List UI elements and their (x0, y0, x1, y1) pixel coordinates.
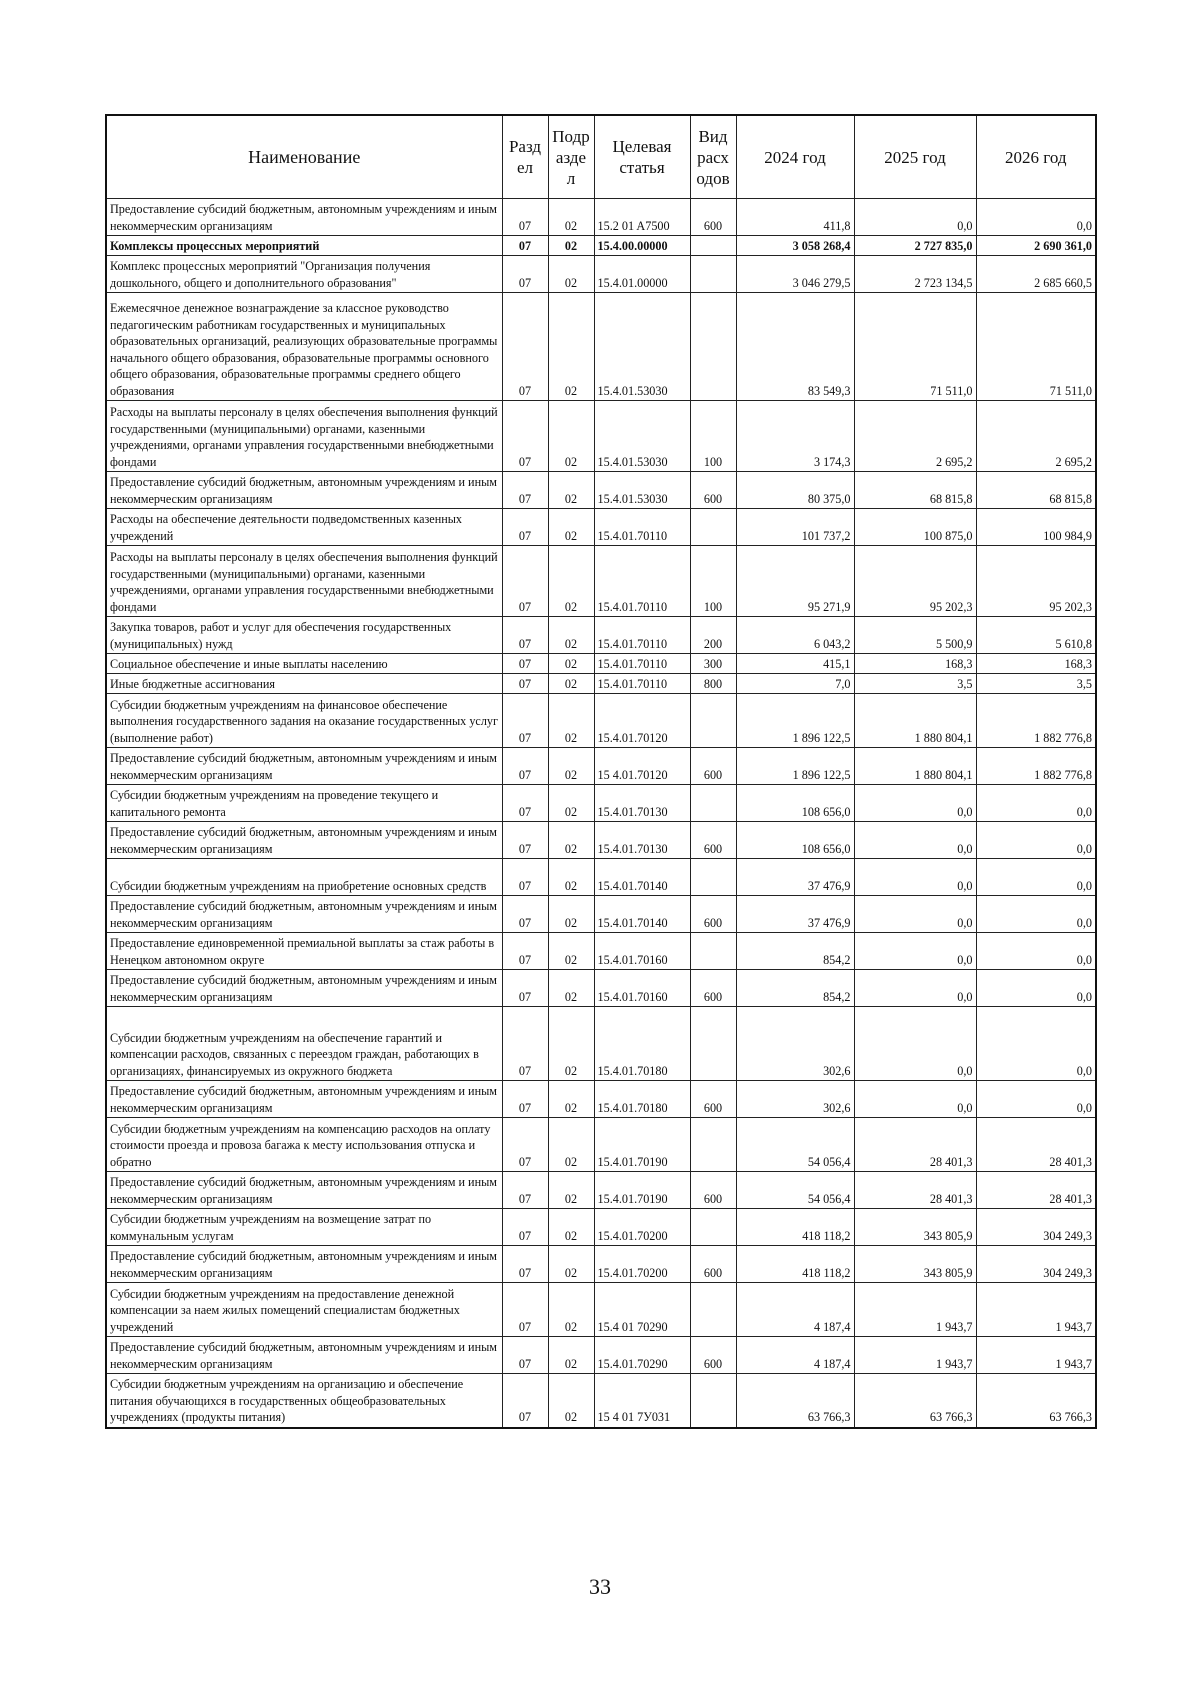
cell-name: Комплекс процессных мероприятий "Организация получения дошкольного, общего и дополнительного образования" (106, 256, 502, 293)
cell-tselevaya-statya: 15.4.01.70200 (594, 1209, 690, 1246)
table-row (106, 785, 1096, 822)
table-row (106, 1209, 1096, 1246)
cell-year-2024: 3 058 268,4 (736, 236, 854, 256)
cell-vid-raskhodov (690, 293, 736, 401)
cell-vid-raskhodov (690, 933, 736, 970)
cell-vid-raskhodov (690, 1209, 736, 1246)
cell-tselevaya-statya: 15.4.01.70160 (594, 970, 690, 1007)
cell-razdel: 07 (502, 1007, 548, 1081)
cell-podrazdel: 02 (548, 748, 594, 785)
cell-year-2026: 0,0 (976, 859, 1096, 896)
cell-year-2025: 68 815,8 (854, 472, 976, 509)
cell-razdel: 07 (502, 1374, 548, 1428)
cell-year-2026: 1 943,7 (976, 1283, 1096, 1337)
cell-year-2024: 108 656,0 (736, 785, 854, 822)
cell-vid-raskhodov: 600 (690, 822, 736, 859)
cell-year-2025: 28 401,3 (854, 1118, 976, 1172)
cell-name: Предоставление субсидий бюджетным, автономным учреждениям и иным некоммерческим организациям (106, 748, 502, 785)
cell-razdel: 07 (502, 654, 548, 674)
table-row (106, 1007, 1096, 1081)
cell-podrazdel: 02 (548, 896, 594, 933)
cell-podrazdel: 02 (548, 1118, 594, 1172)
table-row (106, 1081, 1096, 1118)
cell-name: Расходы на выплаты персоналу в целях обеспечения выполнения функций государственными (муниципальными) органами, казенными учреждениями, органами управления государственными внебюджетными фондами (106, 401, 502, 472)
cell-vid-raskhodov: 100 (690, 546, 736, 617)
cell-podrazdel: 02 (548, 1283, 594, 1337)
cell-razdel: 07 (502, 509, 548, 546)
cell-year-2024: 415,1 (736, 654, 854, 674)
cell-year-2026: 0,0 (976, 785, 1096, 822)
cell-year-2026: 304 249,3 (976, 1209, 1096, 1246)
cell-vid-raskhodov: 600 (690, 970, 736, 1007)
cell-vid-raskhodov (690, 1374, 736, 1428)
cell-podrazdel: 02 (548, 970, 594, 1007)
cell-year-2024: 83 549,3 (736, 293, 854, 401)
cell-tselevaya-statya: 15 4 01 7У031 (594, 1374, 690, 1428)
header-year-2026: 2026 год (976, 115, 1096, 199)
cell-year-2025: 0,0 (854, 859, 976, 896)
table-row (106, 293, 1096, 401)
cell-podrazdel: 02 (548, 654, 594, 674)
cell-tselevaya-statya: 15.2 01 A7500 (594, 199, 690, 236)
cell-year-2024: 854,2 (736, 933, 854, 970)
cell-tselevaya-statya: 15.4.01.70180 (594, 1081, 690, 1118)
table-row (106, 933, 1096, 970)
table-row (106, 472, 1096, 509)
cell-name: Предоставление субсидий бюджетным, автономным учреждениям и иным некоммерческим организациям (106, 199, 502, 236)
cell-name: Предоставление субсидий бюджетным, автономным учреждениям и иным некоммерческим организациям (106, 822, 502, 859)
cell-vid-raskhodov: 100 (690, 401, 736, 472)
cell-year-2025: 343 805,9 (854, 1246, 976, 1283)
cell-tselevaya-statya: 15.4.01.70200 (594, 1246, 690, 1283)
cell-tselevaya-statya: 15.4.00.00000 (594, 236, 690, 256)
cell-year-2024: 302,6 (736, 1081, 854, 1118)
cell-razdel: 07 (502, 401, 548, 472)
cell-vid-raskhodov: 200 (690, 617, 736, 654)
table-row (106, 859, 1096, 896)
cell-year-2024: 418 118,2 (736, 1246, 854, 1283)
cell-year-2024: 80 375,0 (736, 472, 854, 509)
cell-tselevaya-statya: 15 4.01.70120 (594, 748, 690, 785)
cell-year-2024: 37 476,9 (736, 896, 854, 933)
cell-razdel: 07 (502, 1118, 548, 1172)
cell-year-2024: 7,0 (736, 674, 854, 694)
cell-razdel: 07 (502, 617, 548, 654)
cell-year-2024: 411,8 (736, 199, 854, 236)
table-row (106, 509, 1096, 546)
table-row (106, 256, 1096, 293)
cell-vid-raskhodov: 600 (690, 472, 736, 509)
cell-year-2025: 1 880 804,1 (854, 694, 976, 748)
cell-name: Предоставление субсидий бюджетным, автономным учреждениям и иным некоммерческим организациям (106, 1337, 502, 1374)
cell-year-2025: 1 943,7 (854, 1283, 976, 1337)
cell-year-2026: 28 401,3 (976, 1172, 1096, 1209)
cell-year-2024: 54 056,4 (736, 1118, 854, 1172)
cell-year-2026: 0,0 (976, 1007, 1096, 1081)
table-body (106, 199, 1096, 1428)
cell-name: Иные бюджетные ассигнования (106, 674, 502, 694)
cell-tselevaya-statya: 15.4.01.70190 (594, 1118, 690, 1172)
cell-razdel: 07 (502, 472, 548, 509)
cell-tselevaya-statya: 15.4.01.70110 (594, 674, 690, 694)
cell-podrazdel: 02 (548, 822, 594, 859)
table-row (106, 748, 1096, 785)
cell-podrazdel: 02 (548, 199, 594, 236)
cell-razdel: 07 (502, 785, 548, 822)
cell-razdel: 07 (502, 674, 548, 694)
cell-podrazdel: 02 (548, 293, 594, 401)
cell-podrazdel: 02 (548, 1007, 594, 1081)
cell-tselevaya-statya: 15.4.01.70140 (594, 859, 690, 896)
header-razdel: Разд ел (502, 115, 548, 199)
cell-year-2025: 0,0 (854, 1007, 976, 1081)
cell-year-2026: 0,0 (976, 1081, 1096, 1118)
cell-podrazdel: 02 (548, 694, 594, 748)
header-podrazdel: Подр азде л (548, 115, 594, 199)
cell-name: Субсидии бюджетным учреждениям на обеспечение гарантий и компенсации расходов, связанных с переездом граждан, работающих в организациях, финансируемых из окружного бюджета (106, 1007, 502, 1081)
cell-name: Социальное обеспечение и иные выплаты населению (106, 654, 502, 674)
cell-year-2024: 854,2 (736, 970, 854, 1007)
table-row (106, 970, 1096, 1007)
cell-tselevaya-statya: 15.4.01.70120 (594, 694, 690, 748)
table-row (106, 1283, 1096, 1337)
cell-year-2025: 1 943,7 (854, 1337, 976, 1374)
cell-year-2026: 68 815,8 (976, 472, 1096, 509)
table-row (106, 617, 1096, 654)
cell-tselevaya-statya: 15.4.01.70110 (594, 654, 690, 674)
cell-razdel: 07 (502, 822, 548, 859)
cell-name: Предоставление субсидий бюджетным, автономным учреждениям и иным некоммерческим организациям (106, 970, 502, 1007)
cell-podrazdel: 02 (548, 546, 594, 617)
cell-razdel: 07 (502, 1172, 548, 1209)
cell-vid-raskhodov: 600 (690, 1337, 736, 1374)
cell-year-2024: 95 271,9 (736, 546, 854, 617)
cell-year-2025: 0,0 (854, 970, 976, 1007)
cell-podrazdel: 02 (548, 1337, 594, 1374)
cell-tselevaya-statya: 15.4.01.53030 (594, 293, 690, 401)
header-year-2025: 2025 год (854, 115, 976, 199)
cell-year-2024: 6 043,2 (736, 617, 854, 654)
cell-year-2025: 28 401,3 (854, 1172, 976, 1209)
cell-razdel: 07 (502, 896, 548, 933)
table-row (106, 199, 1096, 236)
cell-razdel: 07 (502, 1209, 548, 1246)
cell-year-2024: 54 056,4 (736, 1172, 854, 1209)
header-year-2024: 2024 год (736, 115, 854, 199)
cell-year-2025: 2 695,2 (854, 401, 976, 472)
cell-year-2026: 1 882 776,8 (976, 694, 1096, 748)
cell-year-2026: 5 610,8 (976, 617, 1096, 654)
cell-year-2026: 0,0 (976, 933, 1096, 970)
cell-year-2026: 0,0 (976, 199, 1096, 236)
cell-year-2024: 1 896 122,5 (736, 748, 854, 785)
cell-year-2025: 0,0 (854, 1081, 976, 1118)
header-tselevaya-statya: Целевая статья (594, 115, 690, 199)
cell-year-2024: 63 766,3 (736, 1374, 854, 1428)
cell-vid-raskhodov (690, 1007, 736, 1081)
cell-year-2025: 0,0 (854, 933, 976, 970)
cell-name: Предоставление единовременной премиальной выплаты за стаж работы в Ненецком автономном округе (106, 933, 502, 970)
cell-year-2024: 3 174,3 (736, 401, 854, 472)
cell-podrazdel: 02 (548, 401, 594, 472)
cell-year-2024: 101 737,2 (736, 509, 854, 546)
cell-vid-raskhodov: 800 (690, 674, 736, 694)
cell-vid-raskhodov (690, 1283, 736, 1337)
cell-podrazdel: 02 (548, 236, 594, 256)
cell-name: Субсидии бюджетным учреждениям на финансовое обеспечение выполнения государственного задания на оказание государственных услуг (выполнение работ) (106, 694, 502, 748)
table-header (106, 115, 1096, 199)
cell-name: Предоставление субсидий бюджетным, автономным учреждениям и иным некоммерческим организациям (106, 896, 502, 933)
table-row (106, 654, 1096, 674)
cell-vid-raskhodov: 600 (690, 1246, 736, 1283)
cell-razdel: 07 (502, 256, 548, 293)
cell-name: Субсидии бюджетным учреждениям на приобретение основных средств (106, 859, 502, 896)
cell-year-2026: 2 685 660,5 (976, 256, 1096, 293)
cell-tselevaya-statya: 15.4.01.70130 (594, 785, 690, 822)
cell-tselevaya-statya: 15.4.01.53030 (594, 401, 690, 472)
cell-vid-raskhodov (690, 785, 736, 822)
table-row (106, 1172, 1096, 1209)
cell-vid-raskhodov (690, 694, 736, 748)
cell-year-2026: 1 943,7 (976, 1337, 1096, 1374)
cell-year-2025: 0,0 (854, 199, 976, 236)
cell-name: Расходы на выплаты персоналу в целях обеспечения выполнения функций государственными (муниципальными) органами, казенными учреждениями, органами управления государственными внебюджетными фондами (106, 546, 502, 617)
cell-razdel: 07 (502, 859, 548, 896)
cell-vid-raskhodov: 300 (690, 654, 736, 674)
cell-podrazdel: 02 (548, 1246, 594, 1283)
cell-year-2026: 95 202,3 (976, 546, 1096, 617)
cell-podrazdel: 02 (548, 785, 594, 822)
cell-name: Предоставление субсидий бюджетным, автономным учреждениям и иным некоммерческим организациям (106, 472, 502, 509)
cell-tselevaya-statya: 15.4.01.53030 (594, 472, 690, 509)
cell-year-2026: 1 882 776,8 (976, 748, 1096, 785)
cell-year-2025: 168,3 (854, 654, 976, 674)
cell-vid-raskhodov: 600 (690, 748, 736, 785)
cell-year-2025: 0,0 (854, 896, 976, 933)
cell-razdel: 07 (502, 748, 548, 785)
header-vid-raskhodov: Вид расх одов (690, 115, 736, 199)
cell-tselevaya-statya: 15.4.01.70190 (594, 1172, 690, 1209)
cell-razdel: 07 (502, 933, 548, 970)
cell-year-2025: 343 805,9 (854, 1209, 976, 1246)
table-row (106, 546, 1096, 617)
cell-year-2025: 3,5 (854, 674, 976, 694)
cell-year-2025: 0,0 (854, 785, 976, 822)
cell-vid-raskhodov: 600 (690, 199, 736, 236)
table-row (106, 1374, 1096, 1428)
cell-tselevaya-statya: 15.4.01.70130 (594, 822, 690, 859)
cell-year-2026: 0,0 (976, 970, 1096, 1007)
cell-tselevaya-statya: 15.4.01.70110 (594, 617, 690, 654)
cell-name: Субсидии бюджетным учреждениям на организацию и обеспечение питания обучающихся в государственных общеобразовательных учреждениях (продукты питания) (106, 1374, 502, 1428)
cell-name: Ежемесячное денежное вознаграждение за классное руководство педагогическим работникам государственных и муниципальных образовательных организаций, реализующих образовательные программы начального общего образования, образовательные программы основного общего образования, образовательные программы среднего общего образования (106, 293, 502, 401)
cell-year-2025: 1 880 804,1 (854, 748, 976, 785)
cell-year-2026: 3,5 (976, 674, 1096, 694)
header-name: Наименование (106, 115, 502, 199)
cell-year-2026: 71 511,0 (976, 293, 1096, 401)
table-row (106, 694, 1096, 748)
cell-razdel: 07 (502, 1081, 548, 1118)
cell-vid-raskhodov (690, 1118, 736, 1172)
cell-podrazdel: 02 (548, 1374, 594, 1428)
cell-year-2025: 0,0 (854, 822, 976, 859)
cell-year-2025: 2 723 134,5 (854, 256, 976, 293)
cell-podrazdel: 02 (548, 617, 594, 654)
table-row (106, 1118, 1096, 1172)
cell-name: Субсидии бюджетным учреждениям на проведение текущего и капитального ремонта (106, 785, 502, 822)
cell-vid-raskhodov (690, 236, 736, 256)
cell-name: Предоставление субсидий бюджетным, автономным учреждениям и иным некоммерческим организациям (106, 1246, 502, 1283)
cell-tselevaya-statya: 15.4.01.70110 (594, 546, 690, 617)
cell-razdel: 07 (502, 1337, 548, 1374)
table-row (106, 896, 1096, 933)
cell-tselevaya-statya: 15.4.01.70110 (594, 509, 690, 546)
cell-razdel: 07 (502, 199, 548, 236)
cell-tselevaya-statya: 15.4 01 70290 (594, 1283, 690, 1337)
cell-vid-raskhodov: 600 (690, 1081, 736, 1118)
budget-table (105, 114, 1097, 1429)
cell-year-2024: 4 187,4 (736, 1283, 854, 1337)
cell-podrazdel: 02 (548, 674, 594, 694)
cell-podrazdel: 02 (548, 933, 594, 970)
table-row (106, 236, 1096, 256)
cell-year-2024: 1 896 122,5 (736, 694, 854, 748)
cell-name: Комплексы процессных мероприятий (106, 236, 502, 256)
cell-razdel: 07 (502, 1246, 548, 1283)
cell-podrazdel: 02 (548, 509, 594, 546)
cell-podrazdel: 02 (548, 472, 594, 509)
cell-podrazdel: 02 (548, 1081, 594, 1118)
cell-podrazdel: 02 (548, 859, 594, 896)
cell-year-2025: 5 500,9 (854, 617, 976, 654)
cell-tselevaya-statya: 15.4.01.70290 (594, 1337, 690, 1374)
cell-year-2024: 4 187,4 (736, 1337, 854, 1374)
cell-name: Расходы на обеспечение деятельности подведомственных казенных учреждений (106, 509, 502, 546)
cell-tselevaya-statya: 15.4.01.70160 (594, 933, 690, 970)
table-row (106, 1337, 1096, 1374)
cell-year-2026: 2 695,2 (976, 401, 1096, 472)
cell-vid-raskhodov: 600 (690, 1172, 736, 1209)
cell-name: Субсидии бюджетным учреждениям на предоставление денежной компенсации за наем жилых помещений специалистам бюджетных учреждений (106, 1283, 502, 1337)
cell-year-2026: 0,0 (976, 822, 1096, 859)
cell-vid-raskhodov (690, 859, 736, 896)
cell-tselevaya-statya: 15.4.01.00000 (594, 256, 690, 293)
cell-vid-raskhodov (690, 509, 736, 546)
page-number: 33 (589, 1574, 611, 1599)
cell-year-2026: 28 401,3 (976, 1118, 1096, 1172)
cell-year-2026: 0,0 (976, 896, 1096, 933)
cell-tselevaya-statya: 15.4.01.70140 (594, 896, 690, 933)
cell-vid-raskhodov (690, 256, 736, 293)
table-row (106, 1246, 1096, 1283)
cell-year-2026: 168,3 (976, 654, 1096, 674)
cell-year-2025: 2 727 835,0 (854, 236, 976, 256)
cell-year-2026: 100 984,9 (976, 509, 1096, 546)
cell-year-2025: 95 202,3 (854, 546, 976, 617)
cell-podrazdel: 02 (548, 1209, 594, 1246)
cell-year-2024: 108 656,0 (736, 822, 854, 859)
cell-name: Закупка товаров, работ и услуг для обеспечения государственных (муниципальных) нужд (106, 617, 502, 654)
cell-name: Предоставление субсидий бюджетным, автономным учреждениям и иным некоммерческим организациям (106, 1172, 502, 1209)
cell-razdel: 07 (502, 293, 548, 401)
cell-year-2025: 71 511,0 (854, 293, 976, 401)
cell-razdel: 07 (502, 970, 548, 1007)
cell-tselevaya-statya: 15.4.01.70180 (594, 1007, 690, 1081)
table-row (106, 674, 1096, 694)
cell-name: Предоставление субсидий бюджетным, автономным учреждениям и иным некоммерческим организациям (106, 1081, 502, 1118)
cell-year-2025: 100 875,0 (854, 509, 976, 546)
cell-year-2025: 63 766,3 (854, 1374, 976, 1428)
cell-year-2024: 3 046 279,5 (736, 256, 854, 293)
cell-podrazdel: 02 (548, 1172, 594, 1209)
table-row (106, 822, 1096, 859)
cell-name: Субсидии бюджетным учреждениям на возмещение затрат по коммунальным услугам (106, 1209, 502, 1246)
cell-razdel: 07 (502, 236, 548, 256)
table-row (106, 401, 1096, 472)
cell-name: Субсидии бюджетным учреждениям на компенсацию расходов на оплату стоимости проезда и провоза багажа к месту использования отпуска и обратно (106, 1118, 502, 1172)
cell-razdel: 07 (502, 1283, 548, 1337)
cell-year-2026: 63 766,3 (976, 1374, 1096, 1428)
cell-vid-raskhodov: 600 (690, 896, 736, 933)
cell-year-2024: 418 118,2 (736, 1209, 854, 1246)
cell-razdel: 07 (502, 546, 548, 617)
cell-year-2024: 37 476,9 (736, 859, 854, 896)
cell-year-2026: 2 690 361,0 (976, 236, 1096, 256)
cell-razdel: 07 (502, 694, 548, 748)
cell-year-2024: 302,6 (736, 1007, 854, 1081)
cell-podrazdel: 02 (548, 256, 594, 293)
cell-year-2026: 304 249,3 (976, 1246, 1096, 1283)
